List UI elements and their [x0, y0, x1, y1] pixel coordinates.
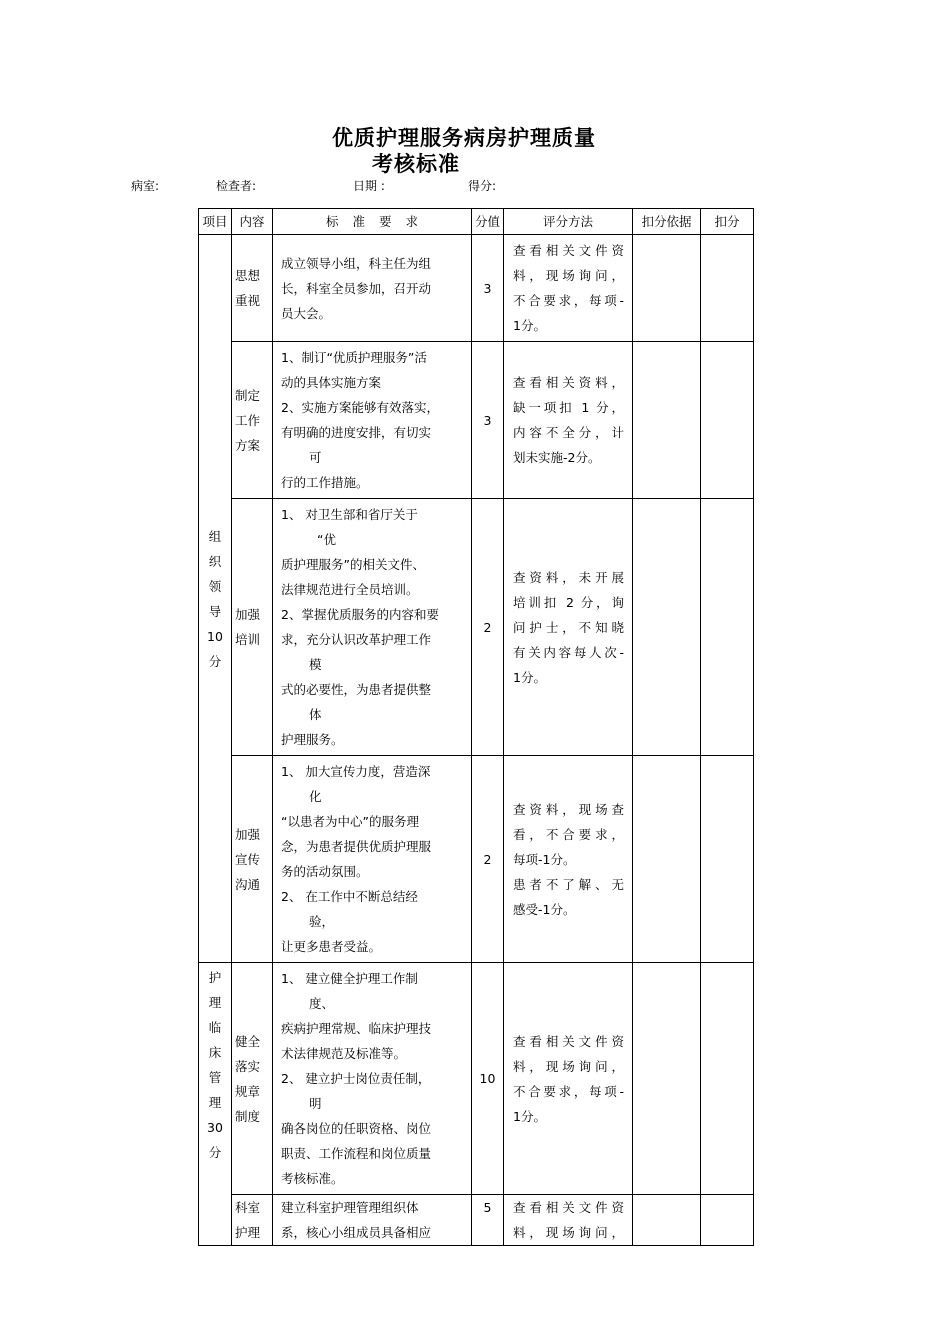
table-row	[199, 499, 754, 756]
points-cell: 10	[472, 963, 504, 1195]
date-label: 日期 :	[353, 179, 385, 193]
method-cell: 查资料，未开展 培训扣 2 分，询 问护士，不知晓 有关内容每人次- 1分。	[504, 499, 633, 756]
basis-cell	[633, 963, 701, 1195]
table-row	[199, 235, 754, 342]
header-deduct: 扣分	[701, 209, 754, 235]
table-row	[199, 1195, 754, 1246]
points-cell: 2	[472, 499, 504, 756]
content-cell: 健全 落实 规章 制度	[232, 963, 273, 1195]
deduct-cell	[701, 963, 754, 1195]
page-title: 优质护理服务病房护理质量	[332, 126, 596, 150]
deduct-cell	[701, 235, 754, 342]
content-cell: 加强 培训	[232, 499, 273, 756]
header-method: 评分方法	[504, 209, 633, 235]
deduct-cell	[701, 499, 754, 756]
standard-cell: 成立领导小组，科主任为组 长，科室全员参加，召开动 员大会。	[273, 235, 472, 342]
basis-cell	[633, 342, 701, 499]
header-item: 项目	[199, 209, 232, 235]
deduct-cell	[701, 1195, 754, 1246]
method-cell: 查看相关文件资 料，现场询问，	[504, 1195, 633, 1246]
header-content: 内容	[232, 209, 273, 235]
standard-cell: 1、制订“优质护理服务”活 动的具体实施方案 2、实施方案能够有效落实， 有明确的进度安排，有切实 可 行的工作措施。	[273, 342, 472, 499]
standard-cell: 建立科室护理管理组织体 系，核心小组成员具备相应	[273, 1195, 472, 1246]
ward-label: 病室:	[131, 179, 160, 193]
points-cell: 3	[472, 235, 504, 342]
points-cell: 2	[472, 756, 504, 963]
method-cell: 查资料，现场查 看，不合要求， 每项-1分。 患者不了解、无 感受-1分。	[504, 756, 633, 963]
header-standard: 标 准 要 求	[273, 209, 472, 235]
content-cell: 加强 宣传 沟通	[232, 756, 273, 963]
item-cell-org: 组 织 领 导 10 分	[199, 235, 232, 963]
table-row	[199, 342, 754, 499]
deduct-cell	[701, 342, 754, 499]
standard-cell: 1、 加大宣传力度，营造深 化 “以患者为中心”的服务理 念，为患者提供优质护理服 务的活动氛围。 2、 在工作中不断总结经 验， 让更多患者受益。	[273, 756, 472, 963]
method-cell: 查看相关资料， 缺一项扣 1 分， 内容不全分，计 划未实施-2分。	[504, 342, 633, 499]
content-cell: 科室 护理	[232, 1195, 273, 1246]
content-cell: 思想 重视	[232, 235, 273, 342]
assessment-table	[198, 208, 754, 1246]
score-label: 得分:	[468, 179, 497, 193]
method-cell: 查看相关文件资 料，现场询问， 不合要求，每项- 1分。	[504, 235, 633, 342]
item-cell-clinical: 护 理 临 床 管 理 30 分	[199, 963, 232, 1246]
inspector-label: 检查者:	[216, 179, 257, 193]
page-subtitle: 考核标准	[372, 152, 460, 176]
header-basis: 扣分依据	[633, 209, 701, 235]
method-cell: 查看相关文件资 料，现场询问， 不合要求，每项- 1分。	[504, 963, 633, 1195]
table-header-row	[199, 209, 754, 235]
table-row	[199, 963, 754, 1195]
header-points: 分值	[472, 209, 504, 235]
points-cell: 5	[472, 1195, 504, 1246]
table-row	[199, 756, 754, 963]
basis-cell	[633, 499, 701, 756]
basis-cell	[633, 235, 701, 342]
basis-cell	[633, 1195, 701, 1246]
deduct-cell	[701, 756, 754, 963]
basis-cell	[633, 756, 701, 963]
standard-cell: 1、 对卫生部和省厅关于 “优 质护理服务”的相关文件、 法律规范进行全员培训。 2、掌握优质服务的内容和要 求，充分认识改革护理工作 模 式的必要性，为患者提供整 体 护理服务。	[273, 499, 472, 756]
content-cell: 制定 工作 方案	[232, 342, 273, 499]
standard-cell: 1、 建立健全护理工作制 度、 疾病护理常规、临床护理技 术法律规范及标准等。 2、 建立护士岗位责任制， 明 确各岗位的任职资格、岗位 职责、工作流程和岗位质量 考核标准。	[273, 963, 472, 1195]
points-cell: 3	[472, 342, 504, 499]
